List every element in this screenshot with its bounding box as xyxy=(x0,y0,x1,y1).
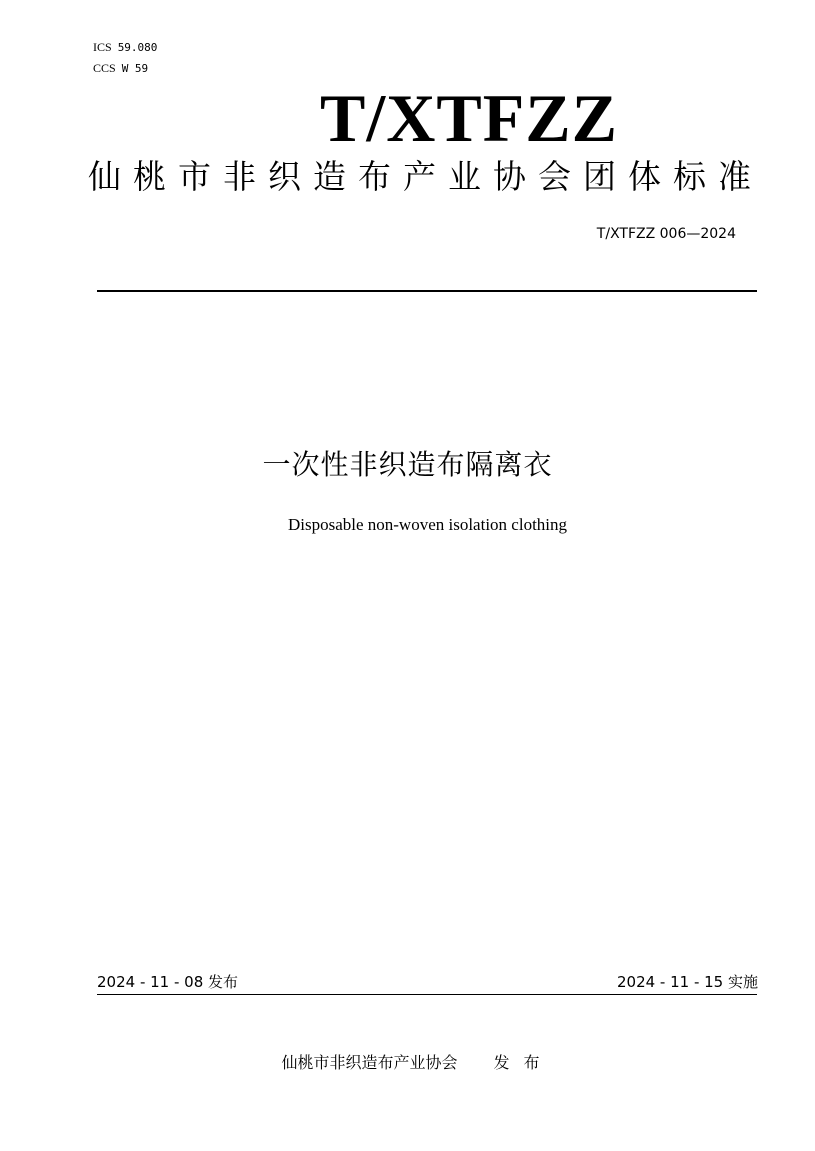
ccs-code: W 59 xyxy=(121,62,149,75)
organization-standard-title: 仙桃市非织造布产业协会团体标准 xyxy=(88,157,763,196)
standard-number: T/XTFZZ 006—2024 xyxy=(596,226,736,242)
ccs-label: CCS xyxy=(93,61,116,75)
ics-label: ICS xyxy=(93,40,112,54)
implementation-date: 2024 - 11 - 15 实施 xyxy=(616,973,758,991)
publisher-action: 发布 xyxy=(493,1053,554,1072)
ics-code: 59.080 xyxy=(117,41,158,54)
document-title-chinese: 一次性非织造布隔离衣 xyxy=(262,448,553,481)
issue-date: 2024 - 11 - 08 发布 xyxy=(97,973,239,991)
ics-line xyxy=(93,40,157,55)
publisher-name: 仙桃市非织造布产业协会 xyxy=(281,1053,458,1072)
publisher-line xyxy=(0,1052,815,1074)
footer-divider xyxy=(97,994,757,995)
standard-logo: T/XTFZZ xyxy=(320,80,618,156)
header-divider xyxy=(97,290,757,292)
document-title-english: Disposable non-woven isolation clothing xyxy=(287,515,568,534)
ccs-line xyxy=(93,61,148,76)
